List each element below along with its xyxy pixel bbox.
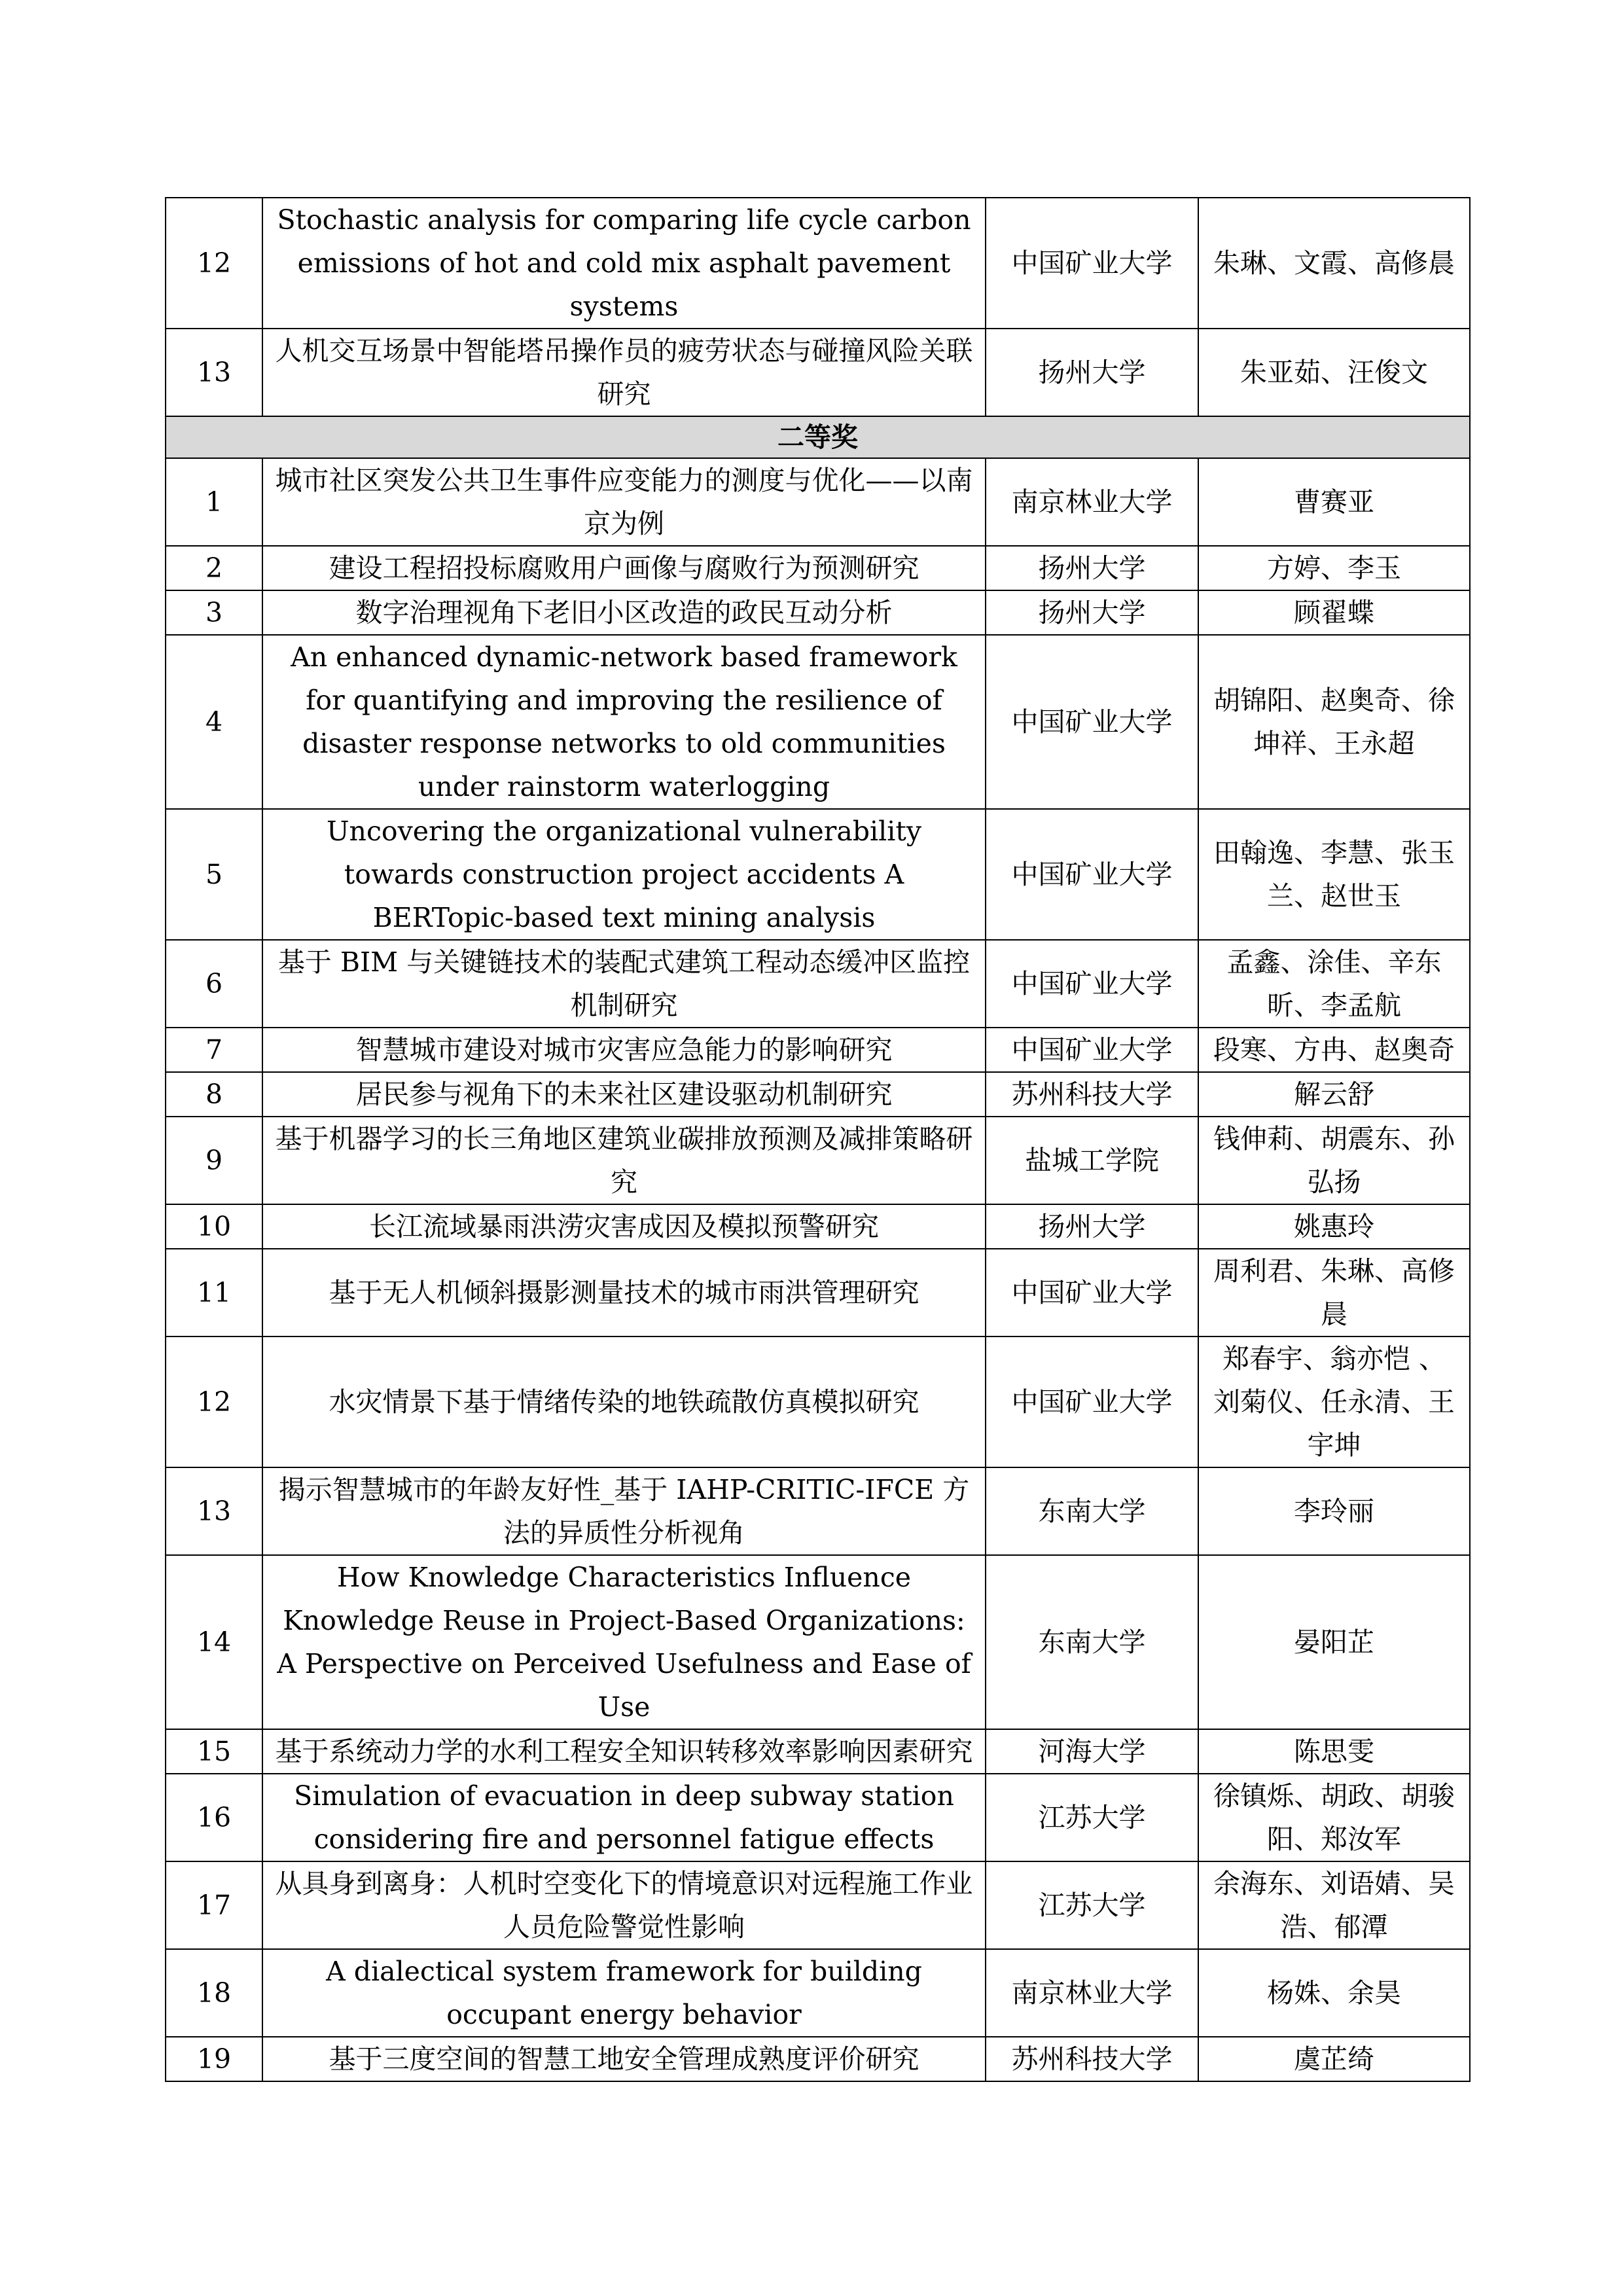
project-title: 基于三度空间的智慧工地安全管理成熟度评价研究 — [262, 2037, 986, 2081]
row-number: 11 — [166, 1249, 262, 1336]
institution: 江苏大学 — [986, 1774, 1198, 1861]
table-row — [166, 940, 1470, 1028]
institution: 东南大学 — [986, 1467, 1198, 1555]
row-number: 13 — [166, 1467, 262, 1555]
table-row — [166, 1072, 1470, 1117]
row-number: 16 — [166, 1774, 262, 1861]
institution: 扬州大学 — [986, 1204, 1198, 1249]
project-title: 从具身到离身：人机时空变化下的情境意识对远程施工作业人员危险警觉性影响 — [262, 1861, 986, 1949]
table-row — [166, 1249, 1470, 1336]
project-title: 揭示智慧城市的年龄友好性_基于 IAHP-CRITIC-IFCE 方法的异质性分析视角 — [262, 1467, 986, 1555]
table-row — [166, 809, 1470, 940]
institution: 苏州科技大学 — [986, 2037, 1198, 2081]
institution: 扬州大学 — [986, 546, 1198, 590]
project-title: 基于 BIM 与关键链技术的装配式建筑工程动态缓冲区监控机制研究 — [262, 940, 986, 1028]
institution: 苏州科技大学 — [986, 1072, 1198, 1117]
authors: 余海东、刘语婧、吴浩、郁潭 — [1198, 1861, 1470, 1949]
institution: 中国矿业大学 — [986, 635, 1198, 809]
table-row — [166, 590, 1470, 635]
table-row — [166, 458, 1470, 546]
section-title: 二等奖 — [166, 416, 1470, 458]
table-row — [166, 1861, 1470, 1949]
table-row — [166, 1774, 1470, 1861]
authors: 李玲丽 — [1198, 1467, 1470, 1555]
row-number: 15 — [166, 1729, 262, 1774]
authors: 方婷、李玉 — [1198, 546, 1470, 590]
table-row — [166, 2037, 1470, 2081]
authors: 胡锦阳、赵奥奇、徐坤祥、王永超 — [1198, 635, 1470, 809]
authors: 虞芷绮 — [1198, 2037, 1470, 2081]
authors: 杨姝、余昊 — [1198, 1949, 1470, 2037]
authors: 晏阳芷 — [1198, 1555, 1470, 1729]
section-header-row — [166, 416, 1470, 458]
project-title: An enhanced dynamic-network based framework for quantifying and improving the resilience of disaster response networks to old communities under rainstorm waterlogging — [262, 635, 986, 809]
row-number: 7 — [166, 1028, 262, 1072]
institution: 中国矿业大学 — [986, 1336, 1198, 1467]
row-number: 12 — [166, 1336, 262, 1467]
authors: 陈思雯 — [1198, 1729, 1470, 1774]
authors: 朱亚茹、汪俊文 — [1198, 329, 1470, 416]
authors: 田翰逸、李慧、张玉兰、赵世玉 — [1198, 809, 1470, 940]
project-title: A dialectical system framework for building occupant energy behavior — [262, 1949, 986, 2037]
institution: 东南大学 — [986, 1555, 1198, 1729]
table-row — [166, 198, 1470, 329]
authors: 孟鑫、涂佳、辛东昕、李孟航 — [1198, 940, 1470, 1028]
authors: 钱伸莉、胡震东、孙弘扬 — [1198, 1117, 1470, 1204]
row-number: 6 — [166, 940, 262, 1028]
table-row — [166, 1555, 1470, 1729]
row-number: 19 — [166, 2037, 262, 2081]
table-row — [166, 1729, 1470, 1774]
institution: 扬州大学 — [986, 590, 1198, 635]
awards-table — [165, 197, 1471, 2082]
project-title: Stochastic analysis for comparing life cycle carbon emissions of hot and cold mix asphalt pavement systems — [262, 198, 986, 329]
institution: 扬州大学 — [986, 329, 1198, 416]
authors: 朱琳、文霞、高修晨 — [1198, 198, 1470, 329]
authors: 解云舒 — [1198, 1072, 1470, 1117]
table-row — [166, 1204, 1470, 1249]
institution: 中国矿业大学 — [986, 809, 1198, 940]
project-title: 智慧城市建设对城市灾害应急能力的影响研究 — [262, 1028, 986, 1072]
institution: 江苏大学 — [986, 1861, 1198, 1949]
table-row — [166, 1117, 1470, 1204]
institution: 南京林业大学 — [986, 1949, 1198, 2037]
table-row — [166, 635, 1470, 809]
row-number: 17 — [166, 1861, 262, 1949]
table-row — [166, 546, 1470, 590]
table-row — [166, 1028, 1470, 1072]
table-row — [166, 329, 1470, 416]
authors: 段寒、方冉、赵奥奇 — [1198, 1028, 1470, 1072]
institution: 盐城工学院 — [986, 1117, 1198, 1204]
institution: 南京林业大学 — [986, 458, 1198, 546]
row-number: 8 — [166, 1072, 262, 1117]
project-title: Simulation of evacuation in deep subway station considering fire and personnel fatigue effects — [262, 1774, 986, 1861]
authors: 顾翟蝶 — [1198, 590, 1470, 635]
row-number: 18 — [166, 1949, 262, 2037]
row-number: 3 — [166, 590, 262, 635]
row-number: 4 — [166, 635, 262, 809]
row-number: 14 — [166, 1555, 262, 1729]
project-title: 基于机器学习的长三角地区建筑业碳排放预测及减排策略研究 — [262, 1117, 986, 1204]
project-title: 数字治理视角下老旧小区改造的政民互动分析 — [262, 590, 986, 635]
row-number: 5 — [166, 809, 262, 940]
institution: 中国矿业大学 — [986, 198, 1198, 329]
institution: 河海大学 — [986, 1729, 1198, 1774]
row-number: 10 — [166, 1204, 262, 1249]
project-title: 人机交互场景中智能塔吊操作员的疲劳状态与碰撞风险关联研究 — [262, 329, 986, 416]
authors: 郑春宇、翁亦恺 、刘菊仪、任永清、王宇坤 — [1198, 1336, 1470, 1467]
project-title: 城市社区突发公共卫生事件应变能力的测度与优化——以南京为例 — [262, 458, 986, 546]
project-title: 长江流域暴雨洪涝灾害成因及模拟预警研究 — [262, 1204, 986, 1249]
project-title: 居民参与视角下的未来社区建设驱动机制研究 — [262, 1072, 986, 1117]
row-number: 12 — [166, 198, 262, 329]
table-row — [166, 1949, 1470, 2037]
row-number: 1 — [166, 458, 262, 546]
authors: 徐镇烁、胡政、胡骏阳、郑汝军 — [1198, 1774, 1470, 1861]
institution: 中国矿业大学 — [986, 940, 1198, 1028]
table-row — [166, 1336, 1470, 1467]
awards-table-body — [166, 198, 1470, 2081]
row-number: 13 — [166, 329, 262, 416]
authors: 姚惠玲 — [1198, 1204, 1470, 1249]
project-title: 建设工程招投标腐败用户画像与腐败行为预测研究 — [262, 546, 986, 590]
project-title: How Knowledge Characteristics Influence Knowledge Reuse in Project-Based Organizations: A Perspective on Perceived Usefulness and Ease of Use — [262, 1555, 986, 1729]
project-title: 水灾情景下基于情绪传染的地铁疏散仿真模拟研究 — [262, 1336, 986, 1467]
project-title: Uncovering the organizational vulnerability towards construction project accidents A BERTopic-based text mining analysis — [262, 809, 986, 940]
authors: 周利君、朱琳、高修晨 — [1198, 1249, 1470, 1336]
row-number: 2 — [166, 546, 262, 590]
project-title: 基于系统动力学的水利工程安全知识转移效率影响因素研究 — [262, 1729, 986, 1774]
authors: 曹赛亚 — [1198, 458, 1470, 546]
institution: 中国矿业大学 — [986, 1249, 1198, 1336]
project-title: 基于无人机倾斜摄影测量技术的城市雨洪管理研究 — [262, 1249, 986, 1336]
institution: 中国矿业大学 — [986, 1028, 1198, 1072]
row-number: 9 — [166, 1117, 262, 1204]
table-row — [166, 1467, 1470, 1555]
